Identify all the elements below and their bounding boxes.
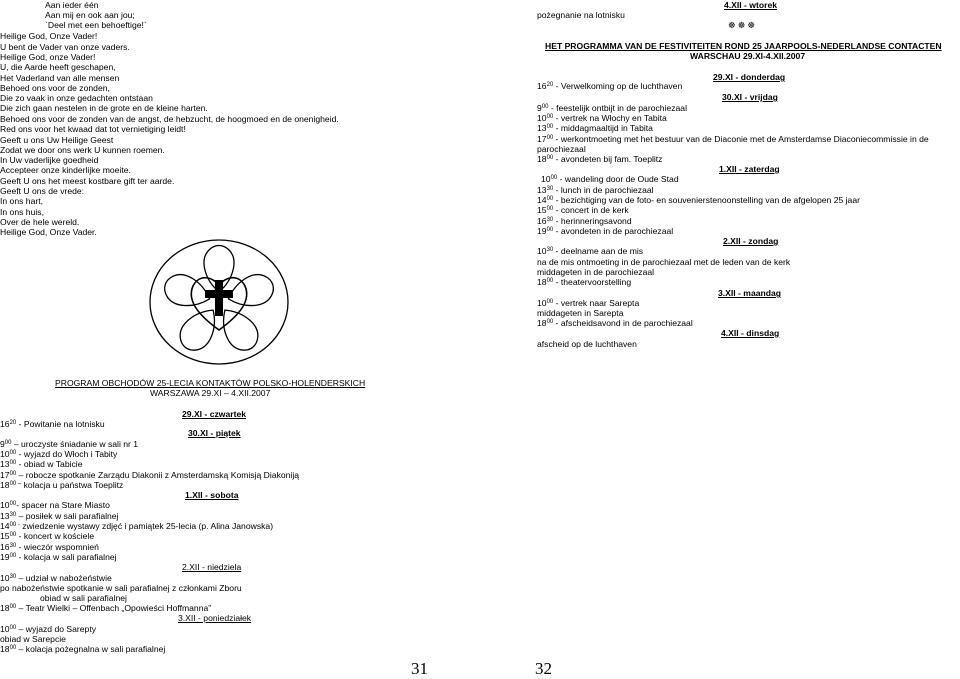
program-title-pl: PROGRAM OBCHODÓW 25-LECIA KONTAKTÓW POLSKO-HOLENDERSKICH	[55, 378, 366, 388]
item-text: 13	[0, 459, 10, 469]
item-text: 14	[537, 195, 547, 205]
hymn-line: `Deel met een behoeftige!`	[45, 20, 147, 30]
program-item: na de mis ontmoeting in de parochiezaal met de leden van de kerk	[537, 257, 791, 267]
time-minutes: 00	[546, 227, 554, 233]
program-item	[537, 103, 687, 113]
time-minutes: 00	[546, 155, 554, 161]
item-text: – robocze spotkanie Zarządu Diakonii z Amsterdamską Komisją Diakoniją	[16, 470, 300, 480]
hymn-line: Behoed ons voor de zonden,	[0, 83, 110, 93]
day-heading: 3.XII - maandag	[718, 288, 782, 298]
program-subtitle-nl: WARSCHAU 29.XI-4.XII.2007	[690, 51, 806, 61]
time-minutes: 00	[9, 471, 17, 477]
time-minutes: 00	[546, 319, 554, 325]
program-item	[0, 531, 94, 541]
item-text: 13	[537, 185, 547, 195]
hymn-line: Aan mij en ook aan jou;	[45, 10, 135, 20]
item-text: - wyjazd do Włoch i Tabity	[16, 449, 118, 459]
program-item	[0, 573, 112, 583]
hymn-line: Geeft u ons Uw Heilige Geest	[0, 135, 114, 145]
hymn-line: In ons huis,	[0, 207, 44, 217]
time-minutes: 00	[546, 124, 554, 130]
item-text: 18	[537, 277, 547, 287]
hymn-line: U, die Aarde heeft geschapen,	[0, 62, 116, 72]
item-text: 10	[537, 298, 547, 308]
hymn-line: Die zich gaan nestelen in de grote en de kleine harten.	[0, 103, 208, 113]
item-text: 16	[537, 81, 547, 91]
item-text: 13	[537, 123, 547, 133]
item-text: – udział w nabożeństwie	[16, 573, 112, 583]
program-item	[537, 318, 693, 328]
day-heading: 1.XII - zaterdag	[719, 164, 780, 174]
item-text: - spacer na Stare Miasto	[16, 500, 110, 510]
item-text: 16	[0, 419, 10, 429]
item-text: kolacja u państwa Toeplitz	[21, 480, 124, 490]
time-minutes: 00	[9, 501, 17, 507]
program-item	[537, 298, 639, 308]
hymn-line: Zodat we door ons werk U kunnen roemen.	[0, 145, 165, 155]
program-item	[537, 216, 632, 226]
item-text: - kolacja w sali parafialnej	[16, 552, 117, 562]
item-text: 18	[0, 480, 10, 490]
time-minutes: 00	[9, 450, 17, 456]
time-minutes: 00 -	[9, 522, 20, 528]
day-heading: 2.XII - niedziela	[182, 562, 242, 572]
program-item	[537, 123, 653, 133]
time-minutes: 00	[9, 604, 17, 610]
hymn-line: Behoed ons voor de zonden van de angst, de hebzucht, de hoogmoed en de onenigheid.	[0, 114, 339, 124]
program-item: afscheid op de luchthaven	[537, 339, 637, 349]
item-text: - deelname aan de mis	[553, 246, 644, 256]
item-text: – kolacja pożegnalna w sali parafialnej	[16, 644, 166, 654]
program-item	[537, 81, 682, 91]
time-minutes: 30	[9, 574, 17, 580]
item-text: - afscheidsavond in de parochiezaal	[553, 318, 693, 328]
time-minutes: 00	[546, 299, 554, 305]
program-item	[0, 521, 273, 531]
item-text: 16	[0, 542, 10, 552]
program-item: middageten in de parochiezaal	[537, 267, 655, 277]
item-text: 17	[537, 134, 547, 144]
day-heading: 29.XI - donderdag	[713, 72, 786, 82]
program-title-nl: HET PROGRAMMA VAN DE FESTIVITEITEN ROND 25 JAARPOOLS-NEDERLANDSE CONTACTEN	[545, 41, 942, 51]
item-text: – uroczyste śniadanie w sali nr 1	[11, 439, 139, 449]
time-minutes: 00 –	[9, 481, 22, 487]
hymn-line: Aan ieder één	[45, 0, 99, 10]
time-minutes: 00	[9, 645, 17, 651]
item-text: - koncert w kościele	[16, 531, 95, 541]
time-minutes: 00	[546, 206, 554, 212]
item-text: - herinneringsavond	[553, 216, 632, 226]
item-text: 10	[537, 113, 547, 123]
item-text: 18	[537, 318, 547, 328]
hymn-line: Red ons voor het kwaad dat tot vernietiging leidt!	[0, 124, 186, 134]
program-item	[537, 226, 673, 236]
time-minutes: 00	[9, 460, 17, 466]
item-text: - avondeten in de parochiezaal	[553, 226, 674, 236]
item-text: 9	[0, 439, 5, 449]
program-item	[537, 205, 629, 215]
time-minutes: 00	[546, 114, 554, 120]
item-text: - avondeten bij fam. Toeplitz	[553, 154, 663, 164]
time-minutes: 00	[546, 135, 554, 141]
item-text: 15	[0, 531, 10, 541]
time-minutes: 00	[9, 532, 17, 538]
time-minutes: 00	[9, 553, 17, 559]
hymn-line: Heilige God, Onze Vader.	[0, 227, 97, 237]
program-item	[0, 480, 123, 490]
day-heading: 4.XII - wtorek	[724, 0, 778, 10]
time-minutes: 30	[546, 247, 554, 253]
item-text: – Teatr Wielki – Offenbach „Opowieści Hoffmanna”	[16, 603, 212, 613]
program-item	[537, 154, 662, 164]
program-item	[0, 439, 138, 449]
item-text: - concert in de kerk	[553, 205, 629, 215]
item-text: 18	[0, 603, 10, 613]
item-text: - lunch in de parochiezaal	[553, 185, 654, 195]
item-text: 13	[0, 511, 10, 521]
item-text: - feestelijk ontbijt in de parochiezaal	[548, 103, 688, 113]
item-text: 18	[0, 644, 10, 654]
item-text: - obiad w Tabicie	[16, 459, 83, 469]
hymn-line: Over de hele wereld.	[0, 217, 80, 227]
program-item	[0, 459, 83, 469]
day-heading: 30.XI - vrijdag	[722, 92, 778, 102]
item-text: - middagmaaltijd in Tabita	[553, 123, 653, 133]
program-item	[537, 246, 643, 256]
time-minutes: 00	[546, 196, 554, 202]
program-item: obiad w Sarepcie	[0, 634, 66, 644]
item-text: 9	[537, 103, 542, 113]
program-item	[0, 644, 165, 654]
time-minutes: 20	[546, 82, 554, 88]
program-item: pożegnanie na lotnisku	[537, 10, 625, 20]
day-heading: 3.XII - poniedziałek	[178, 613, 252, 623]
program-item	[537, 134, 929, 144]
item-text: – posiłek w sali parafialnej	[16, 511, 119, 521]
item-text: 17	[0, 470, 10, 480]
hymn-line: Heilige God, Onze Vader!	[0, 31, 98, 41]
day-heading: 1.XII - sobota	[185, 490, 239, 500]
item-text: - wandeling door de Oude Stad	[557, 174, 679, 184]
program-item	[537, 277, 631, 287]
time-minutes: 30	[546, 217, 554, 223]
item-text: 18	[537, 154, 547, 164]
day-heading: 30.XI - piątek	[188, 428, 241, 438]
page-number: 32	[535, 659, 552, 678]
item-text: 19	[537, 226, 547, 236]
hymn-line: Accepteer onze kinderlijke moeite.	[0, 165, 131, 175]
item-text: - Verwelkoming op de luchthaven	[553, 81, 683, 91]
item-text: 10	[0, 624, 10, 634]
item-text: 10	[0, 500, 10, 510]
program-item	[0, 470, 299, 480]
time-minutes: 00	[541, 104, 549, 110]
item-text: – wyjazd do Sarepty	[16, 624, 97, 634]
item-text: 10	[537, 246, 547, 256]
program-item	[537, 185, 654, 195]
time-minutes: 00	[546, 278, 554, 284]
program-item	[537, 113, 667, 123]
time-minutes: 00	[9, 625, 17, 631]
ornament-icon: ☸☸☸	[728, 20, 758, 30]
program-item	[0, 419, 105, 429]
item-text: 15	[537, 205, 547, 215]
program-item	[0, 542, 99, 552]
time-minutes: 00	[4, 440, 12, 446]
item-text: - theatervoorstelling	[553, 277, 632, 287]
time-minutes: 00	[550, 175, 558, 181]
day-heading: 29.XI - czwartek	[182, 409, 247, 419]
item-text: - vertrek naar Sarepta	[553, 298, 640, 308]
program-item	[0, 500, 110, 510]
item-text: 19	[0, 552, 10, 562]
item-text: zwiedzenie wystawy zdjęć i pamiątek 25-lecia (p. Alina Janowska)	[19, 521, 274, 531]
program-item: parochiezaal	[537, 144, 586, 154]
hymn-line: In ons hart,	[0, 196, 43, 206]
program-item	[537, 195, 860, 205]
hymn-line: Geeft U ons het meest kostbare gift ter aarde.	[0, 176, 175, 186]
item-text: - wieczór wspomnień	[16, 542, 99, 552]
item-text: - vertrek na Włochy en Tabita	[553, 113, 667, 123]
day-heading: 4.XII - dinsdag	[721, 328, 780, 338]
item-text: - bezichtiging van de foto- en souvenierstenoonstelling van de afgelopen 25 jaar	[553, 195, 860, 205]
hymn-line: U bent de Vader van onze vaders.	[0, 42, 130, 52]
page-number: 31	[411, 659, 428, 678]
program-item	[541, 174, 679, 184]
program-subtitle-pl: WARSZAWA 29.XI – 4.XII.2007	[150, 388, 271, 398]
program-item: obiad w sali parafialnej	[40, 593, 127, 603]
hymn-line: Geeft U ons de vrede:	[0, 186, 85, 196]
program-item: middageten in Sarepta	[537, 308, 624, 318]
hymn-line: Die zo vaak in onze gedachten ontstaan	[0, 93, 153, 103]
item-text: 16	[537, 216, 547, 226]
hymn-line: Het Vaderland van alle mensen	[0, 73, 120, 83]
hymn-line: Heilige God, onze Vader!	[0, 52, 96, 62]
program-item	[0, 624, 96, 634]
item-text: - Powitanie na lotnisku	[16, 419, 105, 429]
hymn-line: In Uw vaderlijke goedheid	[0, 155, 99, 165]
program-item	[0, 511, 118, 521]
time-minutes: 30	[9, 512, 17, 518]
item-text: 10	[0, 449, 10, 459]
time-minutes: 30	[546, 186, 554, 192]
program-item	[0, 603, 211, 613]
time-minutes: 20	[9, 420, 17, 426]
time-minutes: 30	[9, 543, 17, 549]
luther-rose-seal-icon	[148, 238, 290, 366]
program-item	[0, 552, 117, 562]
program-item	[0, 449, 117, 459]
item-text: 14	[0, 521, 10, 531]
day-heading: 2.XII - zondag	[723, 236, 779, 246]
item-text: 10	[0, 573, 10, 583]
program-item: po nabożeństwie spotkanie w sali parafialnej z członkami Zboru	[0, 583, 242, 593]
item-text: 10	[541, 174, 551, 184]
item-text: - werkontmoeting met het bestuur van de Diaconie met de Amsterdamse Diaconiecommissie in de	[553, 134, 929, 144]
